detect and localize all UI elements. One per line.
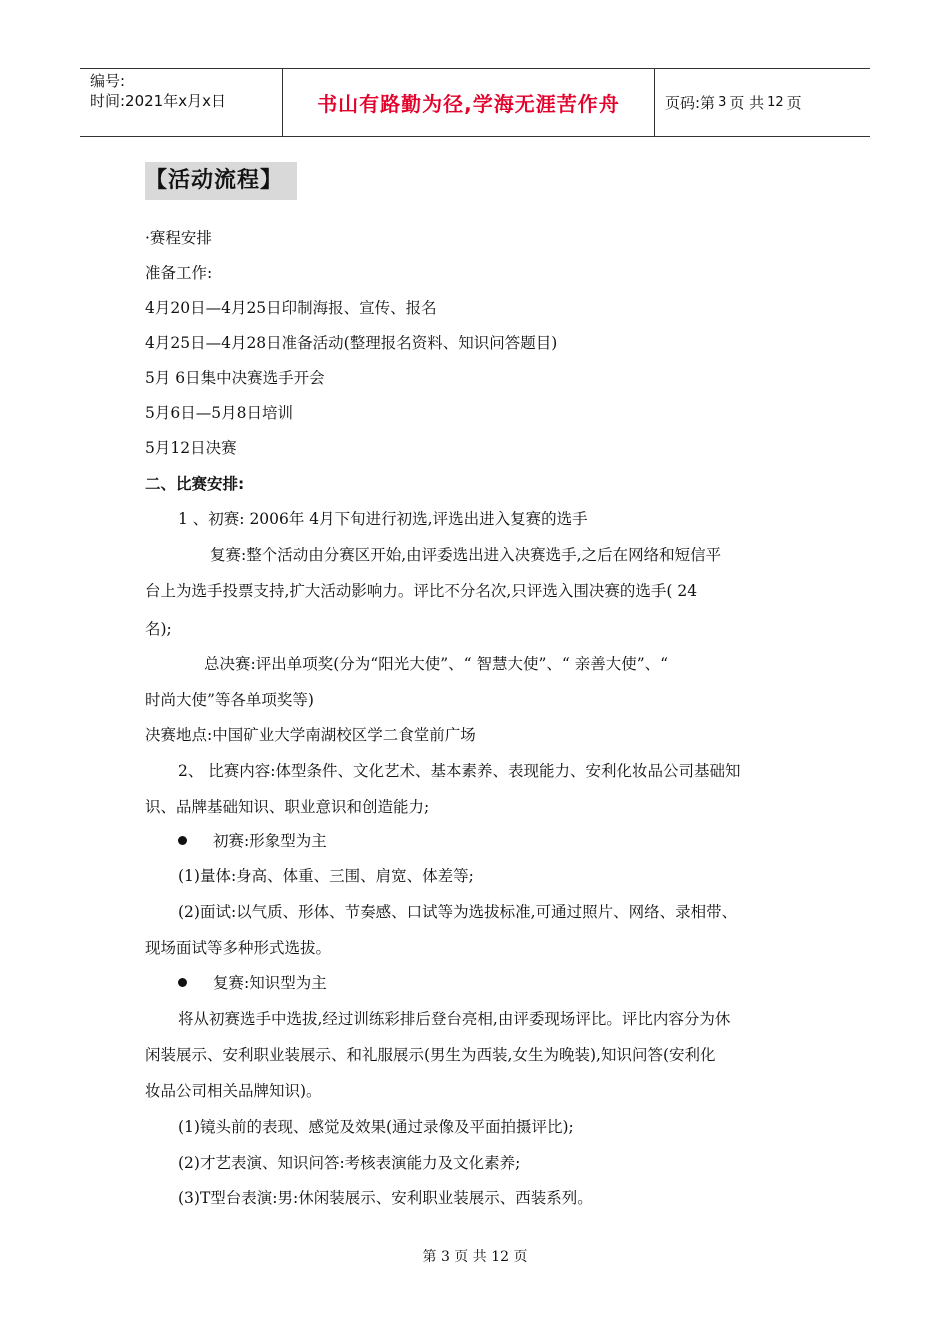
paragraph-line: 时尚大使”等各单项奖等) <box>145 691 314 709</box>
bullet-item <box>178 973 327 993</box>
schedule-item: 5月12日决赛 <box>145 439 237 457</box>
header-motto-cell <box>282 69 655 136</box>
paragraph-line: (2)面试:以气质、形体、节奏感、口试等为选拔标准,可通过照片、网络、录相带、 <box>178 903 738 921</box>
bullet-icon <box>178 978 187 987</box>
paragraph-line: 将从初赛选手中选拔,经过训练彩排后登台亮相,由评委现场评比。评比内容分为休 <box>178 1010 731 1028</box>
bullet-text: 复赛:知识型为主 <box>213 974 327 992</box>
competition-heading: 二、比赛安排: <box>145 475 245 493</box>
paragraph-line: (3)T型台表演:男:休闲装展示、安利职业装展示、西装系列。 <box>178 1189 593 1207</box>
paragraph-line: (1)镜头前的表现、感觉及效果(通过录像及平面拍摄评比); <box>178 1118 574 1136</box>
section-title: 【活动流程】 <box>145 162 297 200</box>
motto-text: 书山有路勤为径,学海无涯苦作舟 <box>317 92 620 116</box>
page-prefix: 页码:第 <box>665 94 716 112</box>
paragraph-line: 总决赛:评出单项奖(分为“阳光大使”、“ 智慧大使”、“ 亲善大使”、“ <box>204 655 669 673</box>
page-current: 3 <box>718 95 727 110</box>
time-line: 时间:2021年x月x日 <box>90 92 226 110</box>
paragraph-line: 妆品公司相关品牌知识)。 <box>145 1082 322 1100</box>
header-meta <box>80 69 282 136</box>
paragraph-line: (2)才艺表演、知识问答:考核表演能力及文化素养; <box>178 1154 521 1172</box>
bullet-icon <box>178 836 187 845</box>
paragraph-line: 台上为选手投票支持,扩大活动影响力。评比不分名次,只评选入围决赛的选手( 24 <box>145 582 698 600</box>
paragraph-line: 闲装展示、安利职业装展示、和礼服展示(男生为西装,女生为晚装),知识问答(安利化 <box>145 1046 716 1064</box>
page-mid: 页 共 <box>729 94 765 112</box>
bullet-text: 初赛:形象型为主 <box>213 832 327 850</box>
prep-heading: 准备工作: <box>145 264 213 282</box>
page-header <box>80 68 870 137</box>
schedule-item: 5月 6日集中决赛选手开会 <box>145 369 325 387</box>
paragraph-line: 复赛:整个活动由分赛区开始,由评委选出进入决赛选手,之后在网络和短信平 <box>210 546 722 564</box>
schedule-heading: ·赛程安排 <box>145 229 212 247</box>
page-suffix: 页 <box>786 94 802 112</box>
paragraph-line: 1 、初赛: 2006年 4月下旬进行初选,评选出进入复赛的选手 <box>178 510 588 528</box>
paragraph-line: 名); <box>145 620 172 638</box>
paragraph-line: 识、品牌基础知识、职业意识和创造能力; <box>145 798 430 816</box>
number-label: 编号: <box>90 72 126 90</box>
paragraph-line: (1)量体:身高、体重、三围、肩宽、体差等; <box>178 867 474 885</box>
venue-line: 决赛地点:中国矿业大学南湖校区学二食堂前广场 <box>145 726 476 744</box>
paragraph-line: 现场面试等多种形式选拔。 <box>145 939 332 957</box>
page-footer: 第 3 页 共 12 页 <box>422 1249 528 1265</box>
header-page-info <box>655 69 870 136</box>
schedule-item: 4月25日—4月28日准备活动(整理报名资料、知识问答题目) <box>145 334 558 352</box>
page-total: 12 <box>767 95 784 110</box>
schedule-item: 4月20日—4月25日印制海报、宣传、报名 <box>145 299 437 317</box>
schedule-item: 5月6日—5月8日培训 <box>145 404 293 422</box>
paragraph-line: 2、 比赛内容:体型条件、文化艺术、基本素养、表现能力、安利化妆品公司基础知 <box>178 762 741 780</box>
bullet-item <box>178 831 327 851</box>
